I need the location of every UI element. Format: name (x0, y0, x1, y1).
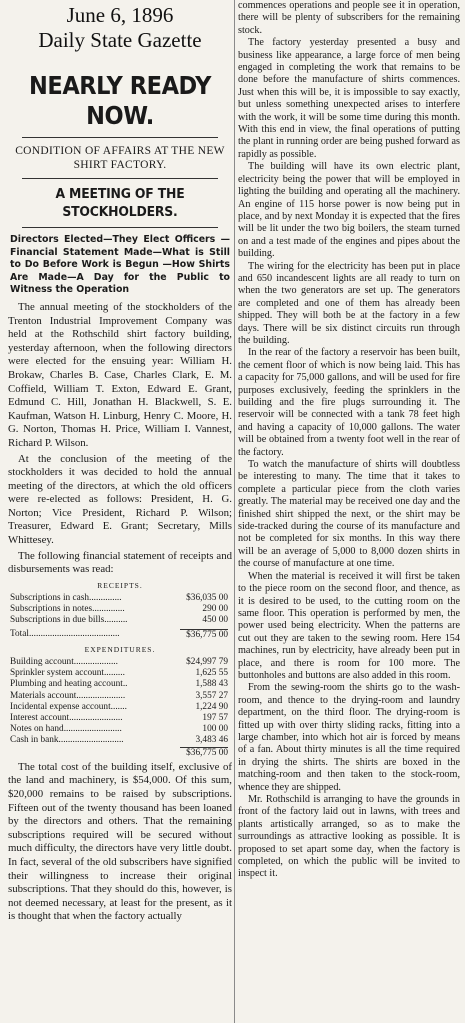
paragraph: The following financial statement of receipts and disbursements was read: (8, 549, 232, 576)
paragraph: The factory yesterday presented a busy and business like appearance, a large force of men being engaged in completing the work that remains to be done before the manufacture of shirts commences. Just when this will be, it is impossible to say exactly, but unless something unexpected arises to interfere with the work, it will be some time during this month. With this end in view, the final operations of putting the plant in running order are being pushed forward as rapidly as possible. (238, 37, 460, 160)
expenditure-label: Incidental expense account....... (10, 701, 127, 712)
column-divider (234, 0, 235, 1023)
rule (22, 137, 218, 138)
receipt-label: Subscriptions in due bills.......... (10, 615, 128, 626)
expenditure-value: 3,557 27 (195, 690, 228, 701)
expenditure-row (8, 724, 232, 735)
expenditure-row (8, 657, 232, 668)
right-column (238, 0, 460, 1023)
masthead-paper: Daily State Gazette (38, 28, 202, 52)
expenditure-row (8, 735, 232, 746)
expenditure-row (8, 713, 232, 724)
expenditure-value: 1,625 55 (195, 668, 228, 679)
expenditure-row (8, 702, 232, 713)
expenditure-value: $24,997 79 (186, 657, 228, 668)
paragraph: The total cost of the building itself, exclusive of the land and machinery, is $54,000. Of this sum, $20,000 remains to be raised by subscriptions. Fifteen out of the twenty thousand has been loaned by the directors and others. That the remaining subscriptions required will be secured without much difficulty, the directors have very little doubt. In fact, several of the old subscribers have signified their willingness to increase their original subscriptions. That they should do this, however, is not deemed necessary, at least for the present, as it is thought that when the factory actually (8, 760, 232, 923)
expenditure-row (8, 691, 232, 702)
financial-statement (8, 580, 232, 759)
expenditure-label: Notes on hand......................... (10, 724, 122, 735)
receipts-total-label: Total....................................... (10, 628, 120, 639)
receipt-value: $36,035 00 (186, 593, 228, 604)
expenditure-value: 1,588 43 (195, 679, 228, 690)
expenditure-value: 1,224 90 (195, 701, 228, 712)
left-article-body (8, 301, 232, 577)
paragraph: When the material is received it will first be taken to the piece room on the second floor, and thence, as it is desired to be used, to the cutting room on the same floor. This operation is performed by men, the power used being electricity. When the patterns are cut out they are taken to the sewing room. Here 154 machines, run by electricity, have already been put in place, and there is room for 100 more. The buttonholes and buttons are also added in this room. (238, 570, 460, 681)
expenditures-heading: EXPENDITURES. (84, 644, 156, 654)
expenditure-label: Interest account....................... (10, 713, 123, 724)
expenditure-label: Cash in bank............................ (10, 735, 124, 746)
subheadline-condition: CONDITION OF AFFAIRS AT THE NEW SHIRT FACTORY. (15, 145, 225, 171)
paragraph: The annual meeting of the stockholders of the Trenton Industrial Improvement Company was held at the Rothschild shirt factory building, yesterday afternoon, when the following directors were elected for the ensuing year: William H. Brokaw, Charles B. Case, Charles Clark, E. M. Coffield, William T. Exton, Edward E. Grant, Edmund C. Hill, Jonathan H. Blackwell, S. E. Kaufman, Watson H. Linburg, Henry C. Moore, H. G. Norton, Thomas H. Price, William I. Vannest, Richard P. Wilson. (8, 300, 232, 449)
paragraph: The wiring for the electricity has been put in place and 650 incandescent lights are all ready to turn on when the two generators are set up. The generators are completed and one of them has already been shipped. They will both be at the factory in a few days. There will be six distinct circuits run through the building. (238, 260, 460, 346)
receipt-value: 290 00 (202, 604, 228, 615)
masthead-date: June 6, 1896 (66, 3, 174, 27)
headline: NEARLY READY NOW. (29, 71, 211, 130)
expenditures-total-row (8, 747, 232, 759)
left-article-closing (8, 761, 232, 924)
deck: Directors Elected—They Elect Officers —Financial Statement Made—What is Still to Do Before Work is Begun —How Shirts Are Made—A Day for the Public to Witness the Operation (10, 234, 230, 296)
paragraph: In the rear of the factory a reservoir has been built, the cement floor of which is now being laid. This has a capacity for 75,000 gallons, and will be used for fire purposes exclusively, feeding the sprinklers in the building and the fire plugs surrounding it. The reservoir will be connected with a tank 78 feet high and having a capacity of 10,000 gallons. The water will be obtained from a twenty foot well in the rear of the factory. (238, 347, 460, 458)
paragraph: From the sewing-room the shirts go to the wash-room, and thence to the drying-room and laundry department, on the third floor. The drying-room is fitted up with over thirty sliding racks, fitting into a large chamber, into which hot air is forced by means of a fan. About thirty minutes is all the time required in drying the shirts. The shirts are boxed in the matching-room and then taken to the stock-room, whence they are shipped. (238, 682, 460, 793)
masthead (8, 3, 232, 53)
expenditure-value: 197 57 (202, 713, 228, 724)
paragraph: Mr. Rothschild is arranging to have the grounds in front of the factory laid out in lawns, with trees and plants artistically arranged, so as to make the surroundings as attractive looking as possible. It is proposed to set apart some day, when the factory is completed, on which the public will be invited to inspect it. (238, 794, 460, 880)
receipts-total-row (8, 629, 232, 641)
receipt-row (8, 615, 232, 626)
paragraph: commences operations and people see it in operation, there will be plenty of subscribers for the remaining stock. (238, 0, 460, 36)
expenditure-label: Building account................... (10, 657, 118, 668)
expenditure-value: 100 00 (202, 724, 228, 735)
paragraph: The building will have its own electric plant, electricity being the power that will be employed in lighting the building and operating all the machinery. An engine of 115 horse power is now being put in place, and by next Monday it is expected that the fires will be lit under the two big boilers, the steam turned on and a test made of the engines and pipes about the building. (238, 161, 460, 260)
receipt-label: Subscriptions in notes.............. (10, 604, 125, 615)
subheadline-meeting: A MEETING OF THE STOCKHOLDERS. (55, 186, 185, 220)
rule (22, 227, 218, 228)
left-column (8, 0, 232, 1023)
receipt-row (8, 593, 232, 604)
expenditures-total-value: $36,775 00 (180, 747, 228, 759)
right-article-body (238, 0, 460, 881)
expenditure-value: 3,483 46 (195, 735, 228, 746)
expenditure-label: Sprinkler system account......... (10, 668, 125, 679)
expenditure-label: Plumbing and heating account.. (10, 679, 128, 690)
receipts-total-value: $36,775 00 (180, 629, 228, 641)
receipt-label: Subscriptions in cash.............. (10, 593, 122, 604)
paragraph: To watch the manufacture of shirts will doubtless be interesting to many. The time that it takes to complete a particular piece from the cloth varies greatly. The material may be received one day and the finished shirt shipped the next, or the shirt may be side-tracked during the course of its manufacture and not be completed for six months. In this way there will be an average of 5,000 to 8,000 dozen shirts in the course of manufacture at one time. (238, 459, 460, 570)
expenditure-row (8, 668, 232, 679)
receipt-value: 450 00 (202, 615, 228, 626)
expenditure-row (8, 679, 232, 690)
paragraph: At the conclusion of the meeting of the stockholders it was decided to hold the annual meeting of the directors, at which the old officers were re-elected as follows: President, H. G. Norton; Vice President, Richard P. Wilson; Treasurer, Edward E. Grant; Secretary, Mills Whittesey. (8, 452, 232, 547)
rule (22, 178, 218, 179)
receipt-row (8, 604, 232, 615)
receipts-heading: RECEIPTS. (97, 580, 143, 590)
expenditure-label: Materials account..................... (10, 690, 126, 701)
